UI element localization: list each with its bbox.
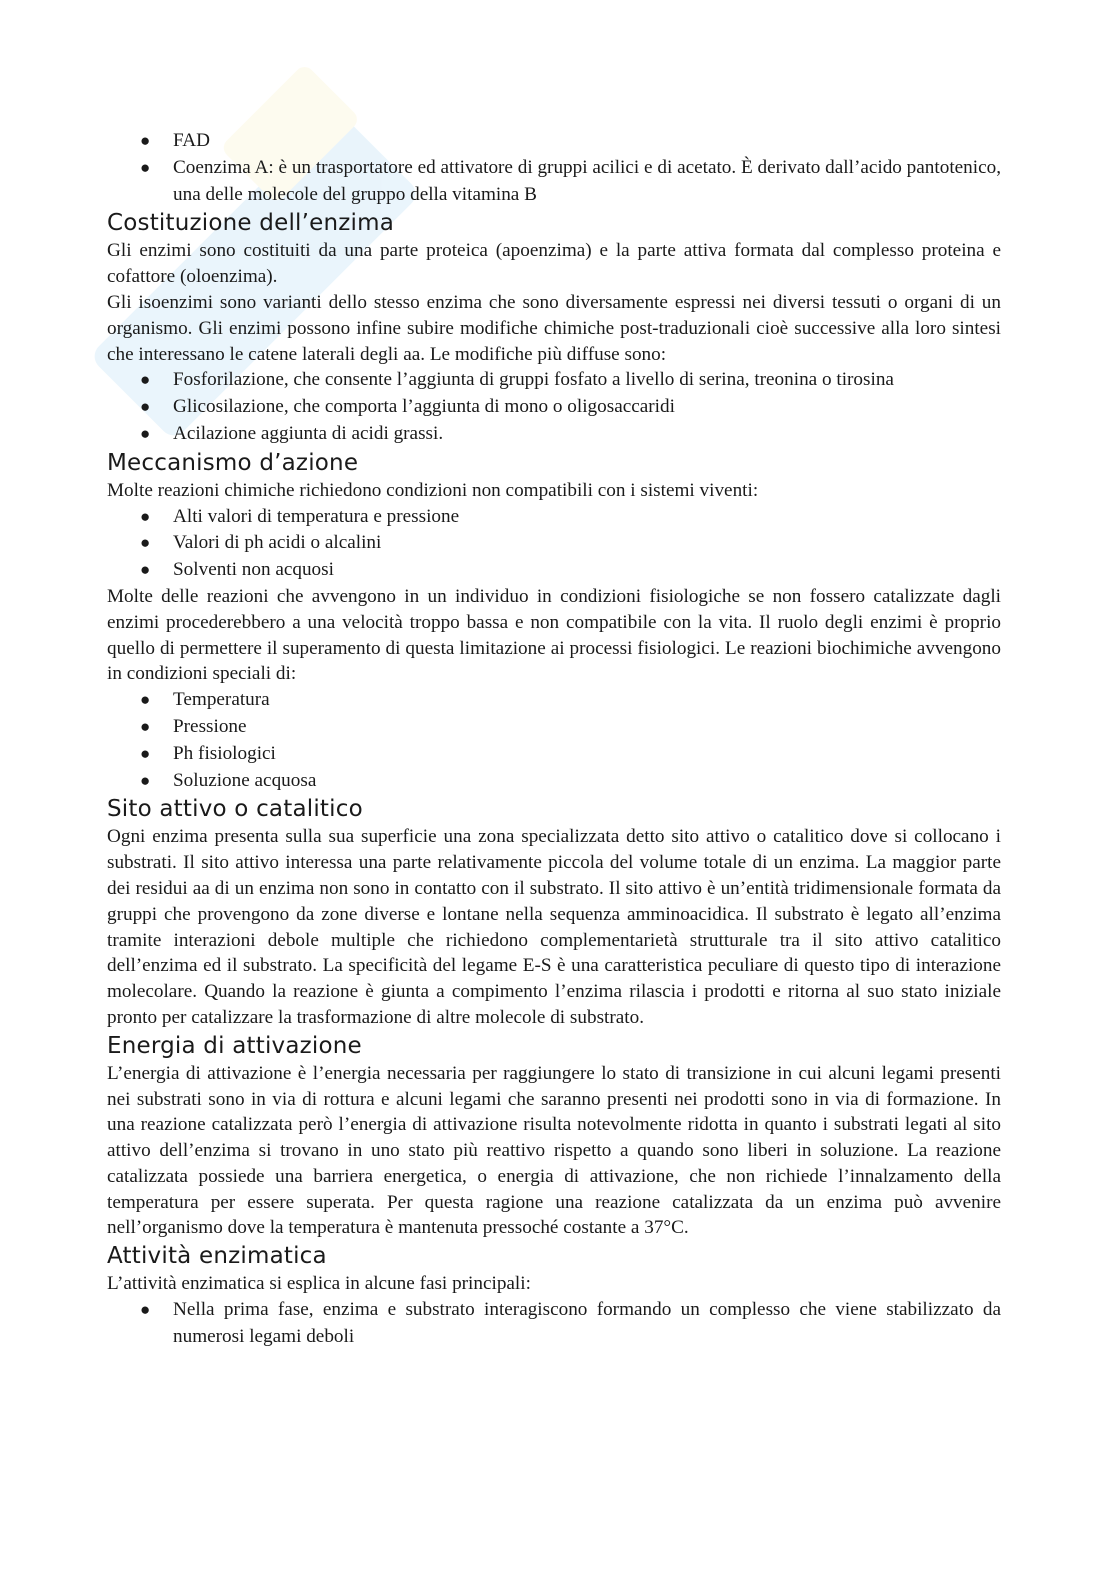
list-item — [107, 504, 1001, 531]
bullet-list — [107, 687, 1001, 794]
bullet-icon: ● — [140, 157, 151, 177]
bullet-list — [107, 367, 1001, 447]
bullet-icon: ● — [140, 716, 151, 736]
section-heading: Meccanismo d’azione — [107, 449, 359, 476]
list-item — [107, 394, 1001, 421]
list-item-text: Glicosilazione, che comporta l’aggiunta di mono o oligosaccaridi — [173, 396, 675, 418]
list-item — [107, 421, 1001, 448]
list-item — [107, 1297, 1001, 1351]
paragraph: Ogni enzima presenta sulla sua superficie una zona specializzata detto sito attivo o catalitico dove si collocano i substrati. Il sito attivo interessa una parte relativamente piccola del volume totale di un enzima. La maggior parte dei residui aa di un enzima non sono in contatto con il substrato. Il sito attivo è un’entità tridimensionale formata da gruppi che provengono da zone diverse e lontane nella sequenza amminoacidica. Il substrato è legato all’enzima tramite interazioni debole multiple che richiedono complementarietà strutturale tra il sito attivo catalitico dell’enzima ed il substrato. La specificità del legame E-S è una caratteristica peculiare di questo tipo di interazione molecolare. Quando la reazione è giunta a compimento l’enzima rilascia i prodotti e ritorna al suo stato iniziale pronto per catalizzare la trasformazione di altre molecole di substrato. — [107, 826, 1001, 1028]
document-page — [107, 128, 1001, 1351]
paragraph: L’energia di attivazione è l’energia necessaria per raggiungere lo stato di transizione in cui alcuni legami presenti nei substrati sono in via di rottura e alcuni legami che saranno presenti nei prodotti sono in via di formazione. In una reazione catalizzata però l’energia di attivazione risulta notevolmente ridotta in quanto i substrati legati al sito attivo dell’enzima si trovano in uno stato più reattivo rispetto a quando sono liberi in soluzione. La reazione catalizzata possiede una barriera energetica, o energia di attivazione, che non richiede l’innalzamento della temperatura per essere superata. Per questa ragione una reazione catalizzata da un enzima può avvenire nell’organismo dove la temperatura è mantenuta pressoché costante a 37°C. — [107, 1062, 1001, 1239]
list-item — [107, 768, 1001, 795]
section-heading: Sito attivo o catalitico — [107, 796, 363, 823]
paragraph: L’attività enzimatica si esplica in alcune fasi principali: — [107, 1273, 531, 1295]
list-item-text: Acilazione aggiunta di acidi grassi. — [173, 422, 444, 444]
list-item-text: Nella prima fase, enzima e substrato interagiscono formando un complesso che viene stabilizzato da numerosi legami deboli — [173, 1299, 1001, 1347]
list-item — [107, 530, 1001, 557]
bullet-icon: ● — [140, 423, 151, 443]
paragraph: Gli isoenzimi sono varianti dello stesso enzima che sono diversamente espressi nei diversi tessuti o organi di un organismo. Gli enzimi possono infine subire modifiche chimiche post-traduzionali cioè successive alla loro sintesi che interessano le catene laterali degli aa. Le modifiche più diffuse sono: — [107, 291, 1001, 365]
bullet-icon: ● — [140, 1300, 151, 1320]
list-item — [107, 155, 1001, 209]
list-item-text: Solventi non acquosi — [173, 559, 334, 581]
list-item-text: Valori di ph acidi o alcalini — [173, 532, 382, 554]
paragraph: Gli enzimi sono costituiti da una parte proteica (apoenzima) e la parte attiva formata dal complesso proteina e cofattore (oloenzima). — [107, 240, 1001, 288]
bullet-icon: ● — [140, 743, 151, 763]
bullet-icon: ● — [140, 770, 151, 790]
bullet-list — [107, 1297, 1001, 1351]
section-heading: Attività enzimatica — [107, 1243, 327, 1270]
section-heading: Energia di attivazione — [107, 1032, 362, 1059]
bullet-icon: ● — [140, 397, 151, 417]
paragraph: Molte reazioni chimiche richiedono condizioni non compatibili con i sistemi viventi: — [107, 479, 759, 501]
list-item — [107, 687, 1001, 714]
list-item — [107, 557, 1001, 584]
bullet-icon: ● — [140, 533, 151, 553]
bullet-icon: ● — [140, 690, 151, 710]
list-item-text: FAD — [173, 130, 210, 151]
bullet-list — [107, 504, 1001, 584]
list-item-text: Fosforilazione, che consente l’aggiunta di gruppi fosfato a livello di serina, treonina o tirosina — [173, 369, 894, 391]
list-item-text: Coenzima A: è un trasportatore ed attivatore di gruppi acilici e di acetato. È derivato dall’acido pantotenico, una delle molecole del gruppo della vitamina B — [173, 156, 1001, 205]
list-item-text: Alti valori di temperatura e pressione — [173, 505, 460, 527]
list-item-text: Soluzione acquosa — [173, 769, 317, 791]
bullet-icon: ● — [140, 560, 151, 580]
bullet-list — [107, 128, 1001, 208]
list-item — [107, 367, 1001, 394]
list-item-text: Ph fisiologici — [173, 742, 276, 764]
bullet-icon: ● — [140, 131, 151, 150]
list-item — [107, 741, 1001, 768]
section-heading: Costituzione dell’enzima — [107, 210, 395, 237]
list-item-text: Pressione — [173, 715, 247, 737]
list-item-text: Temperatura — [173, 689, 270, 711]
paragraph: Molte delle reazioni che avvengono in un individuo in condizioni fisiologiche se non fossero catalizzate dagli enzimi procederebbero a una velocità troppo bassa e non compatibile con la vita. Il ruolo degli enzimi è proprio quello di permettere il superamento di questa limitazione ai processi fisiologici. Le reazioni biochimiche avvengono in condizioni speciali di: — [107, 585, 1001, 685]
list-item — [107, 128, 1001, 155]
list-item — [107, 714, 1001, 741]
bullet-icon: ● — [140, 506, 151, 526]
bullet-icon: ● — [140, 370, 151, 390]
